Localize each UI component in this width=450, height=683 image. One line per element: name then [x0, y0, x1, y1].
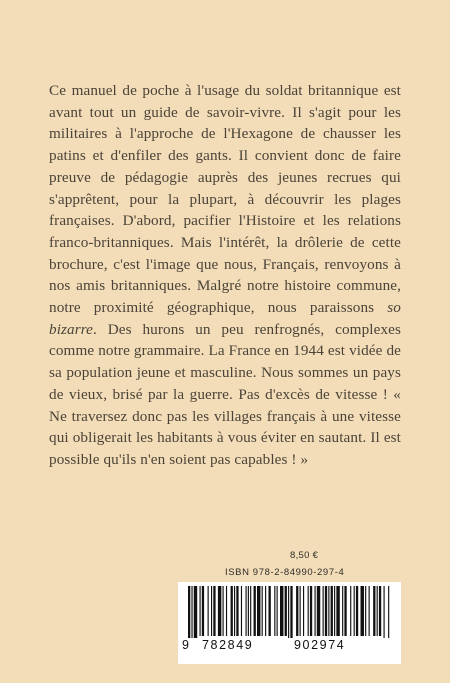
- barcode-bar: [308, 586, 309, 636]
- barcode: [178, 582, 401, 664]
- barcode-bar: [342, 586, 343, 636]
- barcode-bar: [356, 586, 358, 636]
- barcode-bar: [218, 586, 221, 636]
- barcode-bar: [290, 586, 292, 638]
- back-cover-blurb: [49, 80, 401, 471]
- barcode-bar: [336, 586, 339, 636]
- barcode-bar: [388, 586, 389, 638]
- barcode-bar: [317, 586, 320, 636]
- barcode-bar: [236, 586, 238, 636]
- blurb-italic-phrase: so bizarre: [49, 299, 401, 338]
- barcode-bar: [262, 586, 263, 636]
- barcode-bar: [350, 586, 351, 636]
- barcode-bar: [344, 586, 346, 636]
- barcode-bar: [369, 586, 370, 636]
- isbn-label: ISBN 978-2-84990-297-4: [225, 567, 345, 578]
- barcode-bar: [277, 586, 278, 636]
- barcode-bar: [365, 586, 366, 636]
- barcode-bar: [384, 586, 385, 638]
- barcode-bar: [296, 586, 298, 636]
- blurb-text-part2: . Des hurons un peu renfrognés, complexes comme notre grammaire. La France en 1944 est vidée de sa population jeune et masculine. Nous sommes un pays de vieux, brisé par la guerre. Pas d'excès de vitesse ! « Ne traversez donc pas les villages français à une vitesse qui obligerait les habitants à vous éviter en sautant. Il est possible qu'ils n'en soient pas capables ! »: [49, 320, 401, 468]
- barcode-bar: [361, 586, 364, 636]
- barcode-bar: [288, 586, 289, 638]
- price-label: 8,50 €: [290, 550, 319, 561]
- barcode-bar: [274, 586, 275, 636]
- barcode-bar: [234, 586, 235, 636]
- barcode-bar: [257, 586, 260, 636]
- barcode-bar: [379, 586, 381, 636]
- barcode-bar: [194, 586, 197, 638]
- barcode-bar: [377, 586, 378, 636]
- barcode-bar: [223, 586, 224, 636]
- barcode-bar: [208, 586, 209, 636]
- barcode-bar: [248, 586, 249, 636]
- barcode-bar: [331, 586, 333, 636]
- barcode-bar: [269, 586, 271, 636]
- barcode-bar: [191, 586, 192, 638]
- barcode-bar: [334, 586, 335, 636]
- barcode-digits-left: 782849: [202, 638, 254, 652]
- barcode-bar: [226, 586, 227, 636]
- barcode-bar: [246, 586, 247, 636]
- barcode-bar: [373, 586, 375, 636]
- barcode-bar: [354, 586, 355, 636]
- barcode-bar: [325, 586, 327, 636]
- barcode-bar: [303, 586, 304, 636]
- blurb-text-part1: Ce manuel de poche à l'usage du soldat britannique est avant tout un guide de savoir-vivre. Il s'agit pour les militaires à l'approche de l'Hexagone de chausser les patins et d'enfiler des gants. Il convient donc de faire preuve de pédagogie auprès des jeunes recrues qui s'apprêtent, pour la plupart, à découvrir les plages françaises. D'abord, pacifier l'Histoire et les relations franco-britanniques. Mais l'intérêt, la drôlerie de cette brochure, c'est l'image que nous, Français, renvoyons à nos amis britanniques. Malgré notre histoire commune, notre proximité géographique, nous paraissons: [49, 82, 401, 317]
- barcode-bar: [280, 586, 283, 636]
- barcode-bar: [202, 586, 204, 636]
- barcode-bar: [211, 586, 212, 636]
- barcode-digit-lead: 9: [182, 638, 191, 652]
- barcode-bar: [231, 586, 233, 636]
- barcode-bars: [186, 586, 393, 638]
- barcode-digits-right: 902974: [294, 638, 346, 652]
- barcode-bar: [200, 586, 201, 636]
- barcode-bar: [213, 586, 215, 636]
- barcode-bar: [310, 586, 312, 636]
- barcode-bar: [323, 586, 324, 636]
- barcode-bar: [265, 586, 266, 636]
- barcode-bar: [188, 586, 190, 638]
- barcode-bar: [328, 586, 329, 636]
- barcode-bar: [250, 586, 251, 636]
- barcode-bar: [315, 586, 316, 636]
- barcode-bar: [285, 586, 287, 636]
- barcode-bar: [300, 586, 301, 636]
- barcode-bar: [241, 586, 242, 636]
- barcode-bar: [254, 586, 256, 636]
